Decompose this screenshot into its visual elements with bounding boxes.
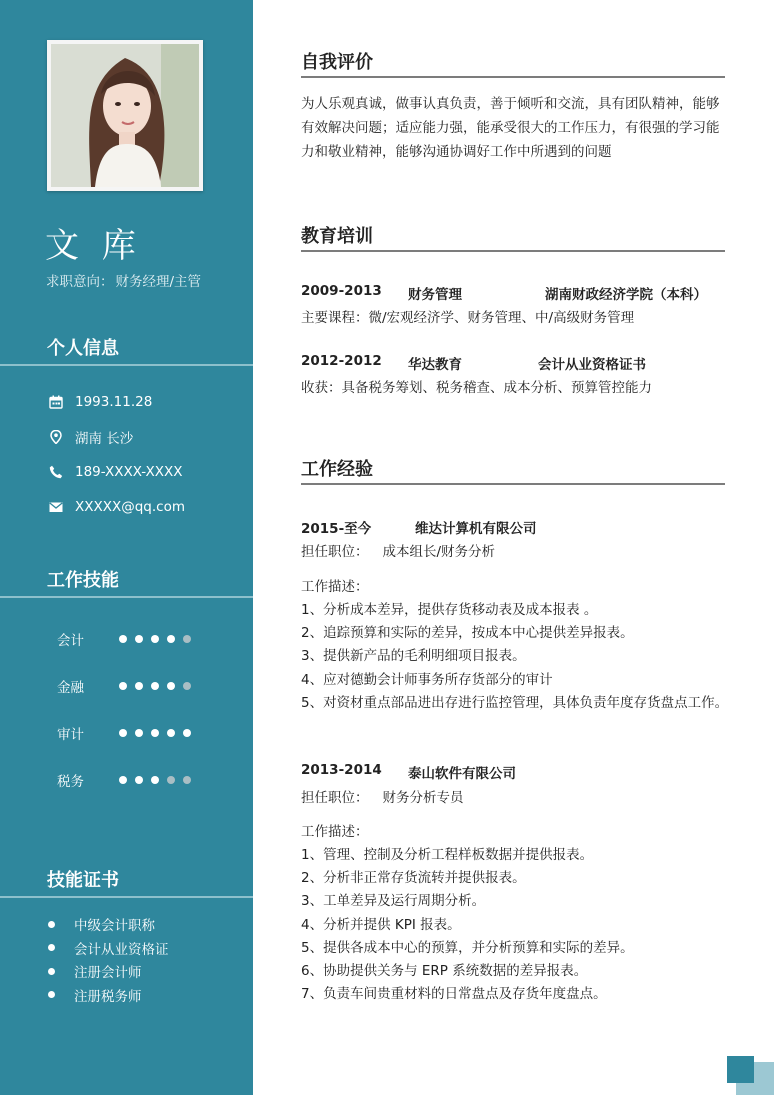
skill-row: [57, 629, 191, 649]
education-detail: 主要课程：微/宏观经济学、财务管理、中/高级财务管理: [301, 310, 635, 326]
skill-level-dots: [119, 776, 191, 784]
bullet-icon: [48, 991, 55, 998]
job-position: 财务分析专员: [382, 790, 464, 806]
self-eval-divider: [301, 76, 725, 78]
job-duty-item: 2、分析非正常存货流转并提供报表。: [301, 870, 526, 887]
job-position: 成本组长/财务分析: [382, 544, 496, 560]
skill-level-dots: [119, 682, 191, 690]
self-eval-heading: 自我评价: [301, 52, 373, 73]
skill-dot-empty: [183, 635, 191, 643]
skill-dot-filled: [167, 682, 175, 690]
corner-decoration: [736, 1083, 754, 1095]
cert-item: [48, 961, 142, 981]
job-duty-item: 4、应对德勤会计师事务所存货部分的审计: [301, 671, 553, 688]
skill-dot-filled: [135, 729, 143, 737]
job-company: 维达计算机有限公司: [415, 521, 537, 537]
birthday-value: 1993.11.28: [75, 394, 153, 410]
cert-name: 会计从业资格证: [74, 941, 169, 958]
email-row: [48, 497, 185, 517]
skill-dot-filled: [183, 729, 191, 737]
phone-icon: [48, 464, 64, 480]
skill-level-dots: [119, 635, 191, 643]
corner-decoration: [727, 1056, 754, 1083]
skill-dot-filled: [135, 682, 143, 690]
job-years: 2013-2014: [301, 762, 382, 778]
job-duty-item: 6、协助提供关务与 ERP 系统数据的差异报表。: [301, 963, 588, 979]
skill-dot-filled: [151, 682, 159, 690]
skill-dot-filled: [135, 635, 143, 643]
education-years: 2012-2012: [301, 353, 382, 369]
skill-dot-filled: [167, 635, 175, 643]
education-school: 湖南财政经济学院（本科）: [545, 287, 707, 303]
work-heading: 工作经验: [301, 459, 373, 480]
mail-icon: [48, 499, 64, 515]
birthday-row: [48, 392, 152, 412]
skill-dot-filled: [151, 729, 159, 737]
skills-divider: [0, 596, 253, 598]
skill-dot-filled: [167, 729, 175, 737]
education-major: 华达教育: [408, 357, 462, 373]
education-detail: 收获：具备税务筹划、税务稽查、成本分析、预算管控能力: [301, 380, 652, 396]
corner-decoration: [754, 1062, 774, 1095]
education-years: 2009-2013: [301, 283, 382, 299]
skill-dot-filled: [151, 635, 159, 643]
skill-row: [57, 770, 191, 790]
skill-dot-empty: [167, 776, 175, 784]
skill-dot-filled: [151, 776, 159, 784]
skill-name: 金融: [57, 680, 84, 696]
skill-dot-empty: [183, 776, 191, 784]
job-duty-item: 1、管理、控制及分析工程样板数据并提供报表。: [301, 847, 594, 863]
location-row: [48, 427, 133, 447]
profile-photo: [47, 40, 203, 191]
cert-item: [48, 938, 169, 958]
education-major: 财务管理: [408, 287, 462, 303]
job-desc-label: 工作描述：: [301, 579, 369, 595]
job-position-row: [301, 540, 495, 560]
skill-name: 会计: [57, 633, 84, 649]
job-intent-label: 求职意向：: [46, 274, 114, 290]
skill-dot-filled: [119, 729, 127, 737]
skill-level-dots: [119, 729, 191, 737]
job-position-label: 担任职位：: [301, 790, 369, 806]
portrait-image: [51, 44, 199, 187]
bullet-icon: [48, 921, 55, 928]
calendar-icon: [48, 394, 64, 410]
cert-name: 注册税务师: [74, 988, 142, 1005]
job-duty-item: 3、提供新产品的毛利明细项目报表。: [301, 648, 526, 665]
job-position-label: 担任职位：: [301, 544, 369, 560]
personal-info-divider: [0, 364, 253, 366]
job-duty-item: 5、提供各成本中心的预算，并分析预算和实际的差异。: [301, 939, 634, 956]
cert-name: 注册会计师: [74, 965, 142, 981]
job-company: 泰山软件有限公司: [408, 766, 516, 782]
phone-row: [48, 462, 182, 482]
certs-divider: [0, 896, 253, 898]
job-duty-item: 1、分析成本差异，提供存货移动表及成本报表 。: [301, 602, 598, 618]
job-duty-item: 7、负责车间贵重材料的日常盘点及存货年度盘点。: [301, 986, 607, 1003]
job-intent-value: 财务经理/主管: [115, 274, 202, 290]
skill-row: [57, 723, 191, 743]
skill-dot-filled: [119, 682, 127, 690]
job-duty-item: 2、追踪预算和实际的差异，按成本中心提供差异报表。: [301, 625, 634, 642]
skills-heading: 工作技能: [47, 570, 119, 591]
skill-name: 税务: [57, 774, 84, 790]
bullet-icon: [48, 968, 55, 975]
skill-dot-empty: [183, 682, 191, 690]
work-divider: [301, 483, 725, 485]
email-value[interactable]: XXXXX@qq.com: [75, 499, 186, 515]
job-desc-label: 工作描述：: [301, 824, 369, 840]
job-duty-item: 3、工单差异及运行周期分析。: [301, 893, 486, 910]
skill-dot-filled: [135, 776, 143, 784]
certs-heading: 技能证书: [47, 870, 119, 891]
education-heading: 教育培训: [301, 226, 373, 247]
skill-name: 审计: [57, 727, 84, 743]
cert-item: [48, 985, 142, 1005]
job-duty-item: 4、分析并提供 KPI 报表。: [301, 916, 461, 933]
job-duty-item: 5、对资材重点部品进出存进行监控管理，具体负责年度存货盘点工作。: [301, 694, 729, 711]
job-years: 2015-至今: [301, 521, 372, 537]
phone-value: 189-XXXX-XXXX: [75, 464, 183, 480]
self-eval-text: 为人乐观真诚，做事认真负责，善于倾听和交流，具有团队精神，能够有效解决问题；适应能力强，能承受很大的工作压力，有很强的学习能力和敬业精神，能够沟通协调好工作中所遇到的问题: [301, 96, 720, 160]
education-divider: [301, 250, 725, 252]
job-intent: [46, 270, 201, 290]
candidate-name: 文 库: [45, 226, 142, 266]
location-value: 湖南 长沙: [75, 431, 134, 447]
personal-info-heading: 个人信息: [47, 338, 119, 359]
cert-item: [48, 914, 155, 934]
skill-dot-filled: [119, 776, 127, 784]
location-pin-icon: [48, 429, 64, 445]
cert-name: 中级会计职称: [74, 918, 155, 934]
sidebar: [0, 0, 253, 1095]
bullet-icon: [48, 944, 55, 951]
job-position-row: [301, 786, 464, 806]
skill-row: [57, 676, 191, 696]
education-school: 会计从业资格证书: [538, 357, 646, 373]
skill-dot-filled: [119, 635, 127, 643]
